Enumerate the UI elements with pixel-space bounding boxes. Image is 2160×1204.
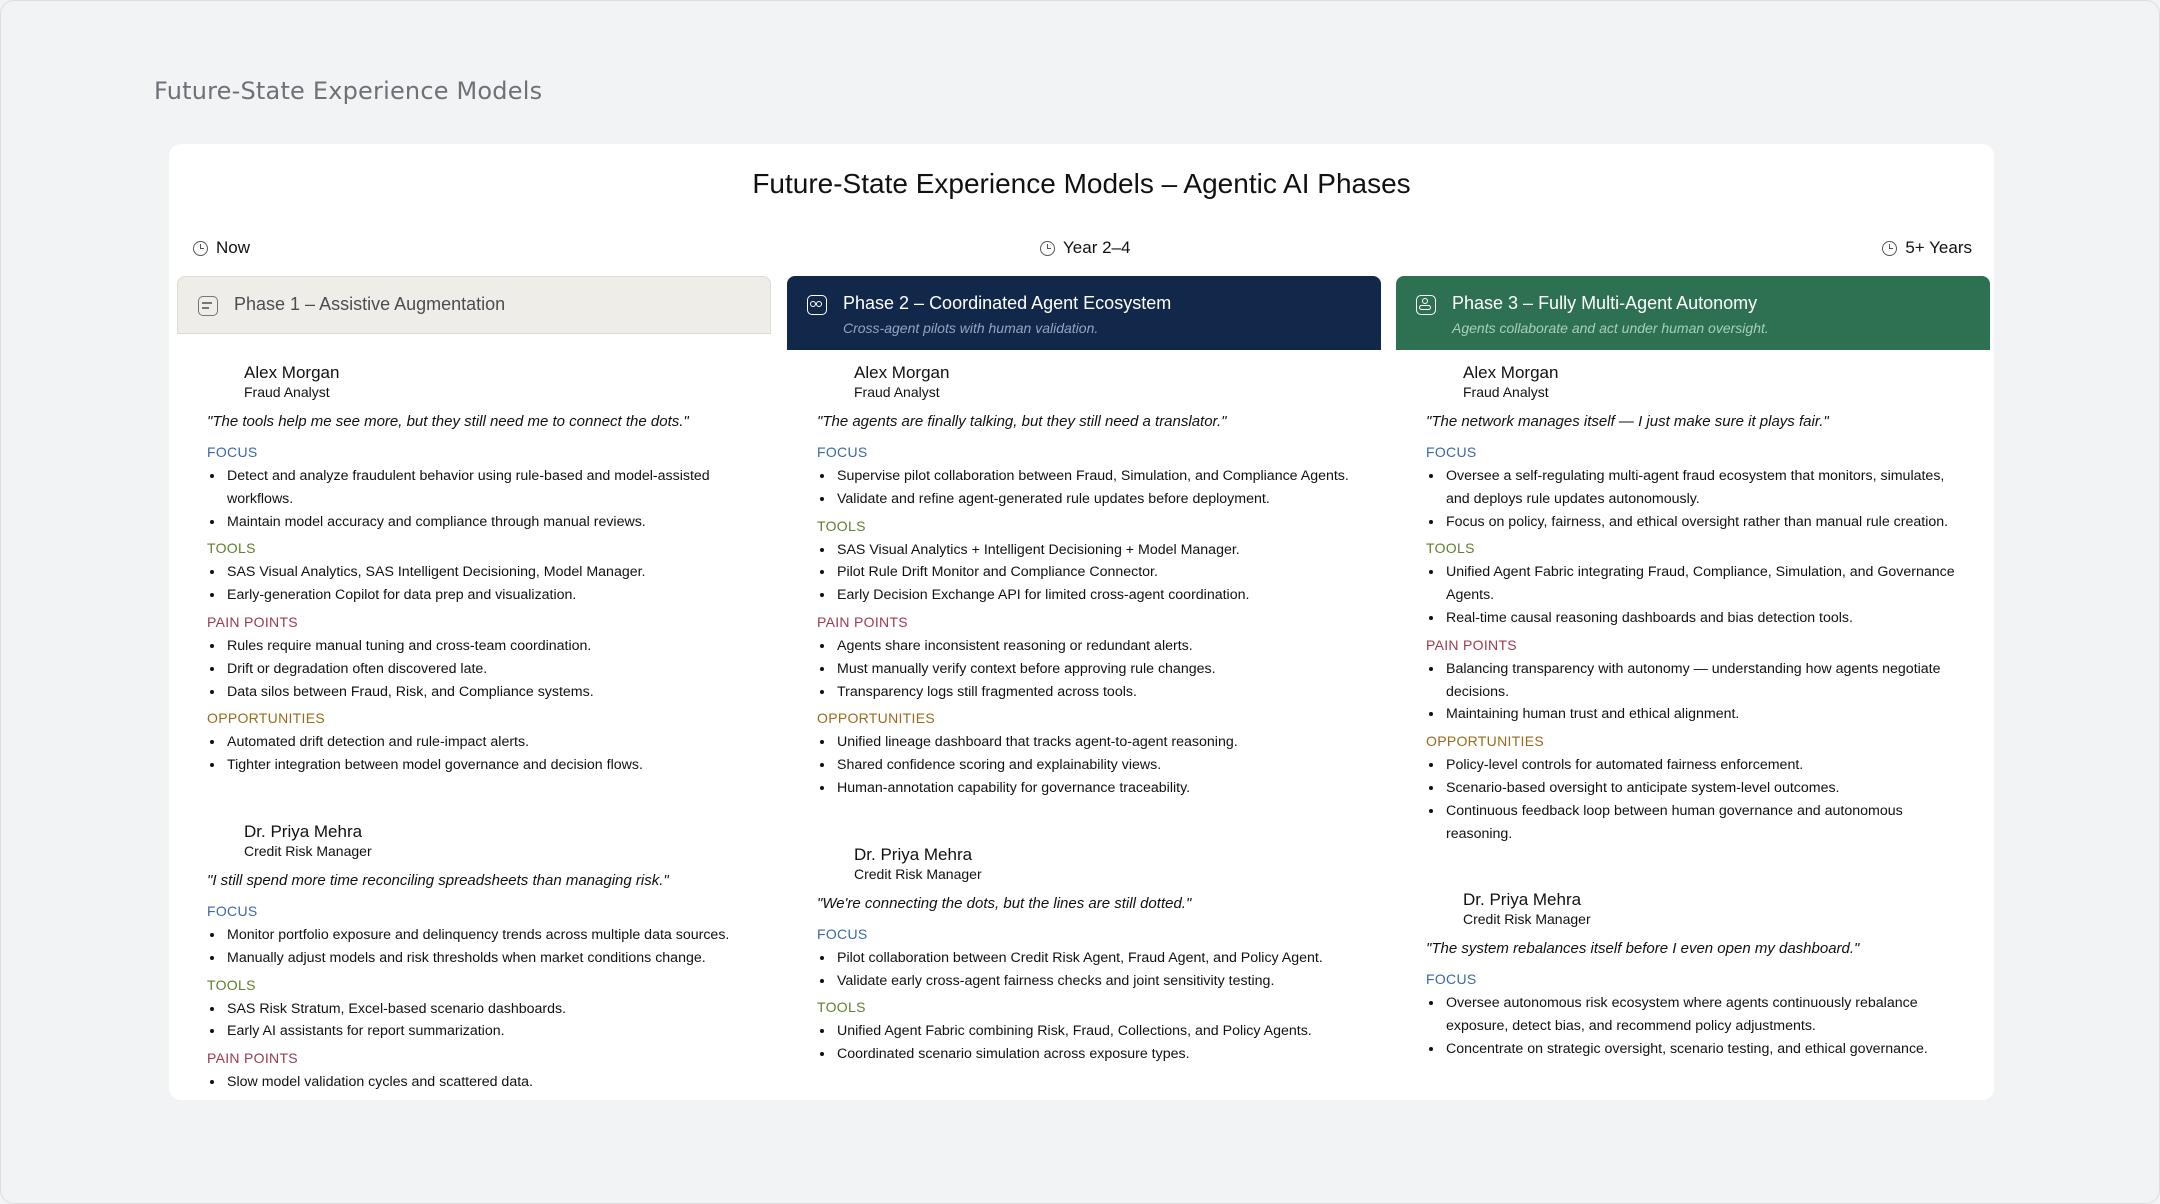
network-icon bbox=[1416, 295, 1436, 315]
list-item: • Pilot collaboration between Credit Risk Agent, Fraud Agent, and Policy Agent. bbox=[835, 947, 1351, 970]
persona-card bbox=[207, 362, 741, 777]
phase-title: Phase 1 – Assistive Augmentation bbox=[234, 294, 506, 314]
list-item: • Unified Agent Fabric combining Risk, Fraud, Collections, and Policy Agents. bbox=[835, 1020, 1351, 1043]
section-label-focus: FOCUS bbox=[207, 444, 258, 460]
list-item: • Early-generation Copilot for data prep and visualization. bbox=[225, 584, 741, 607]
section-label-tools: TOOLS bbox=[207, 976, 256, 993]
clock-icon bbox=[1040, 241, 1055, 256]
persona-name: Dr. Priya Mehra bbox=[244, 821, 363, 841]
list-item: • Concentrate on strategic oversight, scenario testing, and ethical governance. bbox=[1444, 1038, 1960, 1061]
section-label-focus: FOCUS bbox=[817, 444, 868, 460]
list-item: • Unified Agent Fabric integrating Fraud, Compliance, Simulation, and Governance Agents. bbox=[1444, 561, 1960, 607]
list-item: • Early AI assistants for report summarization. bbox=[225, 1020, 741, 1043]
list-item: • Pilot Rule Drift Monitor and Compliance Connector. bbox=[835, 561, 1351, 584]
phase-subtitle: Cross-agent pilots with human validation. bbox=[843, 320, 1099, 336]
list-item: • Scenario-based oversight to anticipate system-level outcomes. bbox=[1444, 777, 1960, 800]
section-label-opp: OPPORTUNITIES bbox=[1426, 733, 1544, 750]
section-list bbox=[1426, 754, 1960, 845]
persona-role: Fraud Analyst bbox=[244, 384, 330, 400]
list-item: • SAS Risk Stratum, Excel-based scenario dashboards. bbox=[225, 998, 741, 1021]
phase-title: Phase 3 – Fully Multi-Agent Autonomy bbox=[1452, 293, 1758, 313]
phase-body bbox=[1396, 350, 1990, 1061]
list-item: • Real-time causal reasoning dashboards and bias detection tools. bbox=[1444, 607, 1960, 630]
timeline-5-plus-years bbox=[1882, 238, 1972, 258]
persona-name: Dr. Priya Mehra bbox=[854, 844, 973, 864]
list-item: • Focus on policy, fairness, and ethical oversight rather than manual rule creation. bbox=[1444, 511, 1960, 534]
list-item: • Validate and refine agent-generated rule updates before deployment. bbox=[835, 488, 1351, 511]
list-item: • Maintain model accuracy and compliance through manual reviews. bbox=[225, 511, 741, 534]
phase-header[interactable] bbox=[1396, 276, 1990, 350]
page-title: Future-State Experience Models bbox=[154, 77, 543, 105]
persona-name: Dr. Priya Mehra bbox=[1463, 890, 1582, 910]
persona-name: Alex Morgan bbox=[854, 363, 950, 382]
section-list bbox=[817, 539, 1351, 607]
list-item: • Coordinated scenario simulation across exposure types. bbox=[835, 1043, 1351, 1066]
section-list bbox=[207, 998, 741, 1044]
section-list bbox=[1426, 992, 1960, 1060]
section-list bbox=[1426, 465, 1960, 533]
list-item: • Early Decision Exchange API for limited cross-agent coordination. bbox=[835, 584, 1351, 607]
persona-card bbox=[1426, 362, 1960, 845]
phase-header[interactable] bbox=[787, 276, 1381, 350]
timeline-label: Now bbox=[216, 238, 251, 257]
phase-title: Phase 2 – Coordinated Agent Ecosystem bbox=[843, 293, 1172, 313]
persona-quote: "I still spend more time reconciling spreadsheets than managing risk." bbox=[207, 871, 669, 889]
list-item: • Oversee a self-regulating multi-agent fraud ecosystem that monitors, simulates, and deploys rule updates autonomously. bbox=[1444, 465, 1960, 511]
list-item: • Monitor portfolio exposure and delinquency trends across multiple data sources. bbox=[225, 924, 741, 947]
list-item: • Rules require manual tuning and cross-team coordination. bbox=[225, 635, 741, 658]
persona-role: Credit Risk Manager bbox=[244, 842, 372, 859]
list-item: • Policy-level controls for automated fairness enforcement. bbox=[1444, 754, 1960, 777]
section-list bbox=[207, 1071, 741, 1094]
section-label-pain: PAIN POINTS bbox=[207, 613, 298, 630]
section-label-opp: OPPORTUNITIES bbox=[207, 710, 325, 727]
phase-subtitle: Agents collaborate and act under human oversight. bbox=[1452, 320, 1769, 336]
list-item: • Detect and analyze fraudulent behavior using rule-based and model-assisted workflows. bbox=[225, 465, 741, 511]
phase-column-2 bbox=[787, 276, 1381, 1100]
section-list bbox=[817, 1020, 1351, 1066]
section-label-opp: OPPORTUNITIES bbox=[817, 710, 935, 727]
persona-quote: "The tools help me see more, but they still need me to connect the dots." bbox=[207, 413, 689, 430]
section-list bbox=[1426, 658, 1960, 726]
section-label-tools: TOOLS bbox=[817, 517, 866, 534]
section-list bbox=[207, 561, 741, 607]
section-label-tools: TOOLS bbox=[1426, 540, 1475, 557]
list-item: • Manually adjust models and risk thresholds when market conditions change. bbox=[225, 947, 741, 970]
list-item: • Continuous feedback loop between human governance and autonomous reasoning. bbox=[1444, 800, 1960, 846]
section-label-tools: TOOLS bbox=[817, 999, 866, 1016]
phase-body bbox=[177, 334, 771, 1094]
section-label-focus: FOCUS bbox=[1426, 971, 1477, 988]
list-item: • SAS Visual Analytics, SAS Intelligent Decisioning, Model Manager. bbox=[225, 561, 741, 584]
section-label-tools: TOOLS bbox=[207, 540, 256, 557]
persona-card bbox=[817, 844, 1351, 1066]
section-list bbox=[817, 635, 1351, 703]
persona-role: Credit Risk Manager bbox=[854, 865, 982, 882]
list-item: • Must manually verify context before approving rule changes. bbox=[835, 658, 1351, 681]
timeline-label: 5+ Years bbox=[1905, 238, 1972, 257]
section-list bbox=[207, 924, 741, 970]
list-item: • Data silos between Fraud, Risk, and Compliance systems. bbox=[225, 681, 741, 704]
section-list bbox=[207, 731, 741, 777]
clock-icon bbox=[193, 241, 208, 256]
document-icon bbox=[198, 296, 218, 316]
list-item: • Maintaining human trust and ethical alignment. bbox=[1444, 703, 1960, 726]
card-title: Future-State Experience Models – Agentic AI Phases bbox=[752, 168, 1411, 199]
list-item: • Shared confidence scoring and explainability views. bbox=[835, 754, 1351, 777]
list-item: • Tighter integration between model governance and decision flows. bbox=[225, 754, 741, 777]
list-item: • Drift or degradation often discovered late. bbox=[225, 658, 741, 681]
phase-body bbox=[787, 350, 1381, 1066]
experience-models-card bbox=[169, 144, 1994, 1100]
link-icon bbox=[807, 295, 827, 315]
phase-column-3 bbox=[1396, 276, 1990, 1100]
timeline-label: Year 2–4 bbox=[1063, 238, 1131, 257]
section-label-pain: PAIN POINTS bbox=[817, 613, 908, 630]
list-item: • Validate early cross-agent fairness checks and joint sensitivity testing. bbox=[835, 970, 1351, 993]
section-list bbox=[207, 465, 741, 533]
list-item: • Unified lineage dashboard that tracks agent-to-agent reasoning. bbox=[835, 731, 1351, 754]
list-item: • SAS Visual Analytics + Intelligent Decisioning + Model Manager. bbox=[835, 539, 1351, 562]
section-list bbox=[817, 947, 1351, 993]
persona-card bbox=[817, 362, 1351, 800]
persona-role: Credit Risk Manager bbox=[1463, 911, 1591, 928]
persona-name: Alex Morgan bbox=[244, 363, 340, 382]
section-label-focus: FOCUS bbox=[207, 902, 258, 919]
section-list bbox=[1426, 561, 1960, 629]
list-item: • Transparency logs still fragmented across tools. bbox=[835, 681, 1351, 704]
list-item: • Oversee autonomous risk ecosystem where agents continuously rebalance exposure, detect bias, and recommend policy adjustments. bbox=[1444, 992, 1960, 1038]
list-item: • Human-annotation capability for governance traceability. bbox=[835, 777, 1351, 800]
persona-card bbox=[207, 821, 741, 1094]
persona-role: Fraud Analyst bbox=[1463, 384, 1549, 400]
list-item: • Agents share inconsistent reasoning or redundant alerts. bbox=[835, 635, 1351, 658]
persona-quote: "We're connecting the dots, but the lines are still dotted." bbox=[817, 894, 1192, 912]
persona-quote: "The network manages itself — I just make sure it plays fair." bbox=[1426, 413, 1829, 430]
section-list bbox=[817, 731, 1351, 799]
list-item: • Supervise pilot collaboration between Fraud, Simulation, and Compliance Agents. bbox=[835, 465, 1351, 488]
section-label-focus: FOCUS bbox=[1426, 444, 1477, 460]
phase-column-1 bbox=[177, 276, 771, 1100]
timeline-now bbox=[193, 238, 250, 258]
timeline-year-2-4 bbox=[1040, 238, 1130, 258]
persona-card bbox=[1426, 889, 1960, 1060]
phase-header[interactable] bbox=[177, 276, 771, 334]
list-item: • Automated drift detection and rule-impact alerts. bbox=[225, 731, 741, 754]
section-label-pain: PAIN POINTS bbox=[207, 1050, 298, 1067]
list-item: • Slow model validation cycles and scattered data. bbox=[225, 1071, 741, 1094]
persona-quote: "The system rebalances itself before I even open my dashboard." bbox=[1426, 940, 1860, 958]
persona-role: Fraud Analyst bbox=[854, 384, 940, 400]
persona-quote: "The agents are finally talking, but they still need a translator." bbox=[817, 413, 1227, 430]
section-label-focus: FOCUS bbox=[817, 925, 868, 942]
section-label-pain: PAIN POINTS bbox=[1426, 636, 1517, 653]
persona-name: Alex Morgan bbox=[1463, 363, 1559, 382]
clock-icon bbox=[1882, 241, 1897, 256]
section-list bbox=[207, 635, 741, 703]
section-list bbox=[817, 465, 1351, 511]
list-item: • Balancing transparency with autonomy — understanding how agents negotiate decisions. bbox=[1444, 658, 1960, 704]
